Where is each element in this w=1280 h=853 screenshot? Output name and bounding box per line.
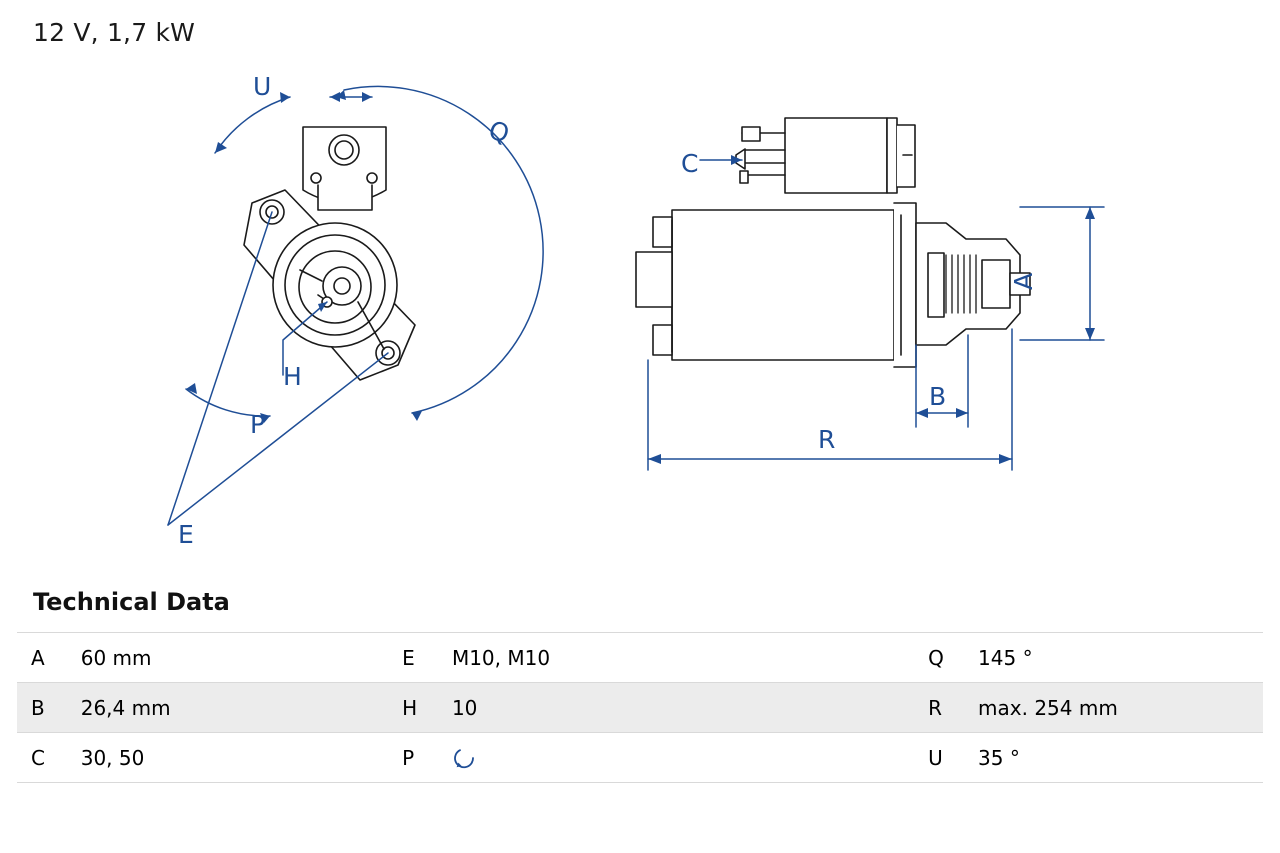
row-key-e: E xyxy=(388,633,438,683)
row-key-a: A xyxy=(17,633,67,683)
row-value-h: 10 xyxy=(438,683,914,733)
row-value-p xyxy=(438,733,914,783)
label-q: Q xyxy=(485,115,513,149)
row-value-b: 26,4 mm xyxy=(67,683,388,733)
row-value-u: 35 ° xyxy=(964,733,1263,783)
label-h: H xyxy=(283,362,302,391)
row-key-c: C xyxy=(17,733,67,783)
label-p: P xyxy=(250,410,266,439)
row-key-r: R xyxy=(914,683,964,733)
technical-drawing xyxy=(0,55,1280,575)
row-key-q: Q xyxy=(914,633,964,683)
label-b: B xyxy=(929,382,947,411)
row-key-p: P xyxy=(388,733,438,783)
label-r: R xyxy=(818,425,836,454)
rotation-direction-icon xyxy=(452,745,478,771)
row-value-a: 60 mm xyxy=(67,633,388,683)
row-key-h: H xyxy=(388,683,438,733)
technical-data-heading: Technical Data xyxy=(33,588,230,616)
label-a: A xyxy=(1009,272,1038,290)
row-key-b: B xyxy=(17,683,67,733)
page-title: 12 V, 1,7 kW xyxy=(33,18,196,47)
label-u: U xyxy=(253,72,272,101)
technical-data-table xyxy=(17,632,1263,783)
row-value-c: 30, 50 xyxy=(67,733,388,783)
label-c: C xyxy=(681,149,699,178)
row-key-u: U xyxy=(914,733,964,783)
row-value-e: M10, M10 xyxy=(438,633,914,683)
table-row xyxy=(17,683,1263,733)
table-row xyxy=(17,633,1263,683)
table-row xyxy=(17,733,1263,783)
row-value-q: 145 ° xyxy=(964,633,1263,683)
label-e: E xyxy=(178,520,194,549)
row-value-r: max. 254 mm xyxy=(964,683,1263,733)
left-end-view xyxy=(244,127,415,380)
